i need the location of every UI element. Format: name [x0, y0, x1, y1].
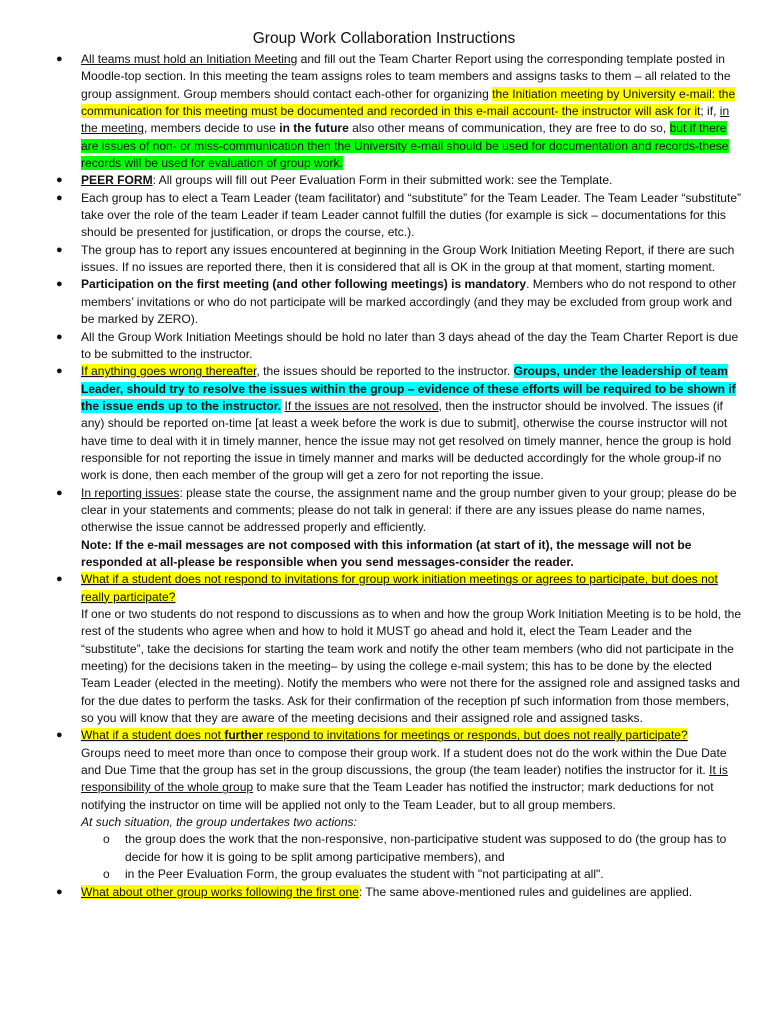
instruction-list [52, 51, 742, 901]
text-run: What if a student does not respond to invitations for group work initiation meetings or agrees to participate, but does not really participate? [81, 572, 718, 604]
bullet-icon: ● [56, 573, 63, 586]
sub-list-item [81, 831, 742, 866]
document-title: Group Work Collaboration Instructions [252, 30, 516, 47]
text-run: Participation on the first meeting (and other following meetings) is mandatory [81, 277, 527, 292]
circle-bullet-icon: o [103, 832, 110, 847]
text-run: further [224, 728, 264, 743]
instruction-item [52, 727, 742, 883]
sub-item-text: the group does the work that the non-responsive, non-participative student was supposed to do (the group has to decide for how it is going to be split among participative members), and [125, 832, 727, 864]
text-run: : If the e-mail messages are not composed with this information (at start of it), the message will not be responded at all-please be responsible when you send messages-consider the reader. [81, 537, 692, 569]
text-run: , then the instructor should be involved. The issues (if any) should be reported on-time [at least a week before the work is due to submit], otherwise the course instructor will not have time to deal with it in timely manner, hence the issue may not get resolved on timely manner, hence the group is hold responsible for not reporting the issue in timely manner and marks will be deducted accordingly for the whole group-if no work is done, then each member of the group will get a zero for not reporting the issue. [81, 398, 732, 483]
instruction-item [52, 485, 742, 572]
document-body [52, 51, 742, 901]
text-run: Each group has to elect a Team Leader (team facilitator) and “substitute” for the Team Leader. The Team Leader “substitute” take over the role of the team Leader if team Leader cannot fulfill the duties (for example is sick – documentations for this should be presented for justification, or drops the course, etc.). [81, 190, 742, 240]
text-run: : please state the course, the assignment name and the group number given to your group; please do be clear in your statements and comments; please do not talk in general: if there are any issues please do name names, otherwise the issue cannot be addressed properly and efficiently. [81, 485, 737, 535]
text-run: What about other group works following the first one [81, 884, 359, 899]
sub-list-item [81, 866, 742, 883]
text-run: , the issues should be reported to the instructor. [256, 364, 514, 379]
text-run: Groups, under the leadership of team Leader, should try to resolve the issues within the group – evidence of these efforts will be required to be shown if the issue ends up to the instructor. [81, 364, 736, 413]
bullet-icon: ● [56, 330, 63, 343]
text-run: What if a student does not [81, 728, 225, 743]
text-run: in the future [279, 121, 349, 136]
instruction-item [52, 242, 742, 277]
bullet-icon: ● [56, 486, 63, 499]
text-run: At such situation, the group undertakes two actions: [81, 815, 357, 830]
text-run: : The same above-mentioned rules and guidelines are applied. [358, 884, 693, 899]
bullet-icon: ● [56, 885, 63, 898]
text-run: Note [81, 537, 108, 552]
text-run: , members decide to use [143, 121, 280, 136]
text-run: in the meeting [81, 104, 730, 136]
instruction-item [52, 571, 742, 727]
text-run: and fill out the Team Charter Report using the corresponding template posted in Moodle-top section. In this meeting the team assigns roles to team members and assigns tasks to them – all related to the group assignment. Group members should contact each-other for organizing [81, 52, 731, 101]
instruction-item [52, 329, 742, 364]
bullet-icon: ● [56, 174, 63, 187]
text-run: ; if, [700, 104, 720, 119]
text-run: If anything goes wrong thereafter [81, 364, 257, 379]
bullet-icon: ● [56, 53, 63, 65]
instruction-item [52, 51, 742, 172]
text-run: PEER FORM [81, 173, 153, 188]
text-run: All the Group Work Initiation Meetings should be hold no later than 3 days ahead of the day the Team Charter Report is due to be submitted to the instructor. [81, 329, 739, 361]
text-run: Groups need to meet more than once to compose their group work. If a student does not do the work within the Due Date and Due Time that the group has set in the group discussions, the group (the team leader) notifies the instructor for it. [81, 745, 727, 778]
text-run: to make sure that the Team Leader has notified the instructor; mark deductions for not notifying the instructor on time will be applied not only to the Team Leader, but to all group members. [81, 780, 714, 812]
text-run: It is responsibility of the whole group [81, 763, 728, 795]
text-run: All teams must hold an Initiation Meeting [81, 52, 298, 66]
bullet-icon: ● [56, 729, 63, 742]
text-run: The group has to report any issues encountered at beginning in the Group Work Initiation Meeting Report, if there are such issues. If no issues are reported there, then it is considered that all is OK in the group at that moment, starting moment. [81, 242, 735, 275]
text-run: If one or two students do not respond to discussions as to when and how the group Work Initiation Meeting is to be hold, the rest of the students who agree when and how to hold it MUST go ahead and hold it, elect the Team Leader and the “substitute”, take the decisions for starting the team work and notify the other team members (who did not participate in the meeting) for the decisions taken in the meeting– by using the college e-mail system; this has to be done by the elected Team Leader (elected in the meeting). Notify the members who were not there for the assigned role and assigned tasks and for the due dates to perform the tasks. Ask for their confirmation of the reception pf such information from those members, so you will know that they are aware of the meeting decisions and their assigned role and assigned tasks. [81, 607, 742, 726]
text-run: If the issues are not resolved [284, 398, 439, 413]
instruction-item [52, 172, 742, 189]
bullet-icon: ● [56, 243, 63, 256]
instruction-item [52, 363, 742, 484]
instruction-item [52, 190, 742, 242]
text-run: In reporting issues [81, 485, 180, 500]
text-run: respond to invitations for meetings or responds, but does not really participate? [263, 728, 688, 743]
sub-list [81, 831, 742, 883]
text-run: the Initiation meeting by University e-mail: the communication for this meeting must be documented and recorded in this e-mail account- the instructor will ask for it [81, 86, 736, 119]
bullet-icon: ● [56, 191, 63, 204]
text-run: : All groups will fill out Peer Evaluation Form in their submitted work: see the Template. [152, 173, 613, 188]
text-run: but if there are issues of non- or miss-communication then the University e-mail should be used for documentation and records-these records will be used for evaluation of group work. [81, 121, 729, 171]
instruction-item [52, 276, 742, 328]
circle-bullet-icon: o [103, 867, 110, 882]
sub-item-text: in the Peer Evaluation Form, the group evaluates the student with "not participating at all". [125, 867, 604, 882]
text-run: . Members who do not respond to other members’ invitations or who do not participate will be marked accordingly (and they may be excluded from group work and be marked by ZERO). [81, 277, 737, 327]
instruction-item [52, 884, 742, 901]
bullet-icon: ● [56, 365, 63, 378]
text-run: also other means of communication, they are free to do so, [348, 121, 670, 136]
bullet-icon: ● [56, 278, 63, 291]
